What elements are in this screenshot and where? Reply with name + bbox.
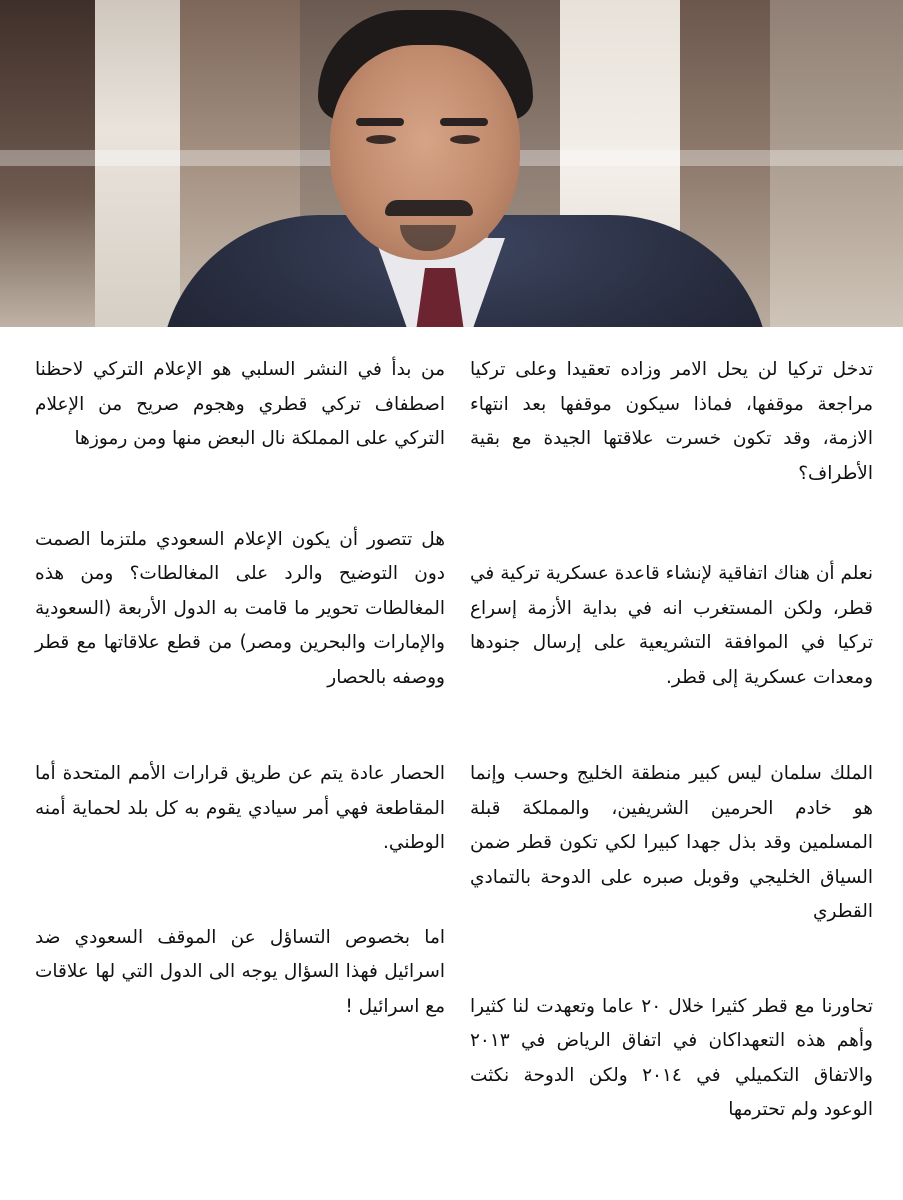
paragraph-military-base: نعلم أن هناك اتفاقية لإنشاء قاعدة عسكرية تركية في قطر، ولكن المستغرب انه في بداية الأزمة إسراع تركيا في الموافقة التشريعية على إرسال جنودها ومعدات عسكرية إلى قطر. bbox=[470, 563, 873, 688]
paragraph-saudi-media: هل تتصور أن يكون الإعلام السعودي ملتزما الصمت دون التوضيح والرد على المغالطات؟ ومن هذه المغالطات تحوير ما قامت به الدول الأربعة (السعودية والإمارات والبحرين ومصر) من قطع علاقاتها مع قطر ووصفه بالحصار bbox=[35, 528, 445, 688]
paragraph-riyadh-agreement: تحاورنا مع قطر كثيرا خلال ٢٠ عاما وتعهدت لنا كثيرا وأهم هذه التعهداكان في اتفاق الرياض في ٢٠١٣ والاتفاق التكميلي في ٢٠١٤ ولكن الدوحة نكثت الوعود ولم تحترمها bbox=[470, 995, 873, 1120]
mustache bbox=[385, 200, 473, 216]
left-eye bbox=[366, 135, 396, 144]
paragraph-israel-question: اما بخصوص التساؤل عن الموقف السعودي ضد اسرائيل فهذا السؤال يوجه الى الدول التي لها علاقات مع اسرائيل ! bbox=[35, 926, 445, 1017]
paragraph-king-salman: الملك سلمان ليس كبير منطقة الخليج وحسب وإنما هو خادم الحرمين الشريفين، والمملكة قبلة المسلمين وقد بذل جهدا كبيرا لكي تكون قطر ضمن السياق الخليجي وقوبل صبره على الدوحة بالتمادي القطري bbox=[470, 763, 873, 922]
paragraph-turkey-intervention: تدخل تركيا لن يحل الامر وزاده تعقيدا وعلى تركيا مراجعة موقفها، فماذا سيكون موقفها بعد انتهاء الازمة، وقد تكون خسرت علاقتها الجيدة مع بقية الأطراف؟ bbox=[470, 359, 873, 484]
article-column-right bbox=[470, 353, 873, 1128]
paragraph-turkish-media: من بدأ في النشر السلبي هو الإعلام التركي لاحظنا اصطفاف تركي قطري وهجوم صريح من الإعلام التركي على المملكة نال البعض منها ومن رموزها bbox=[35, 359, 445, 449]
portrait-photo bbox=[0, 0, 903, 327]
left-eyebrow bbox=[356, 118, 404, 126]
article-column-left bbox=[35, 353, 445, 1024]
right-eyebrow bbox=[440, 118, 488, 126]
paragraph-blockade-definition: الحصار عادة يتم عن طريق قرارات الأمم المتحدة أما المقاطعة فهي أمر سيادي يقوم به كل بلد لحماية أمنه الوطني. bbox=[35, 763, 445, 853]
right-eye bbox=[450, 135, 480, 144]
